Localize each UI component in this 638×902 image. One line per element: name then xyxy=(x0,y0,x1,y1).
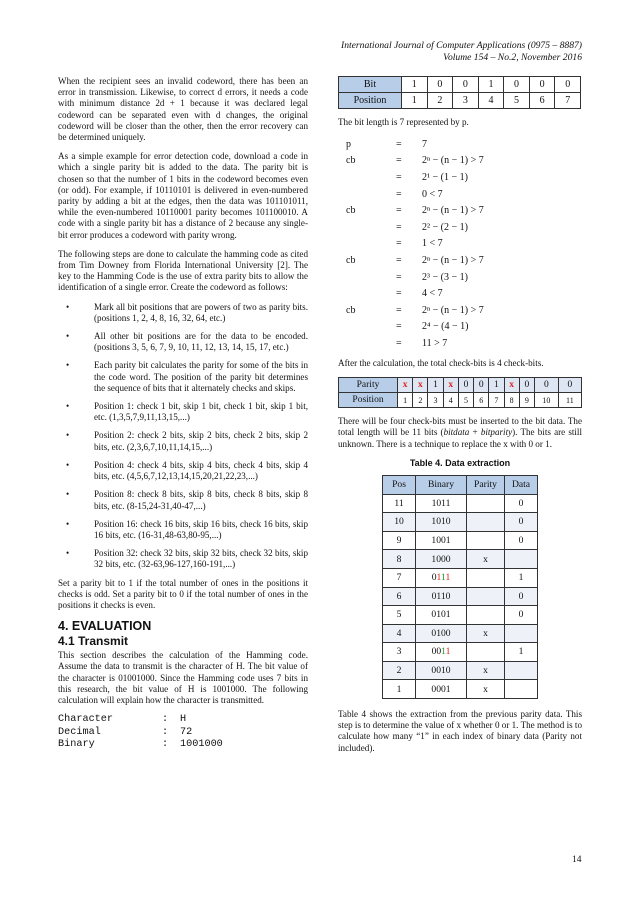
table-cell xyxy=(467,531,505,550)
bit-position-table xyxy=(338,76,581,109)
table-row xyxy=(383,661,538,680)
table-cell: 10 xyxy=(534,393,558,408)
paragraph-insert: There will be four check-bits must be inserted to the bit data. The total length will be 11 bits (bitdata + bitparity). The bits are still unknown. There is a technique to replace the x with 0 or 1. xyxy=(338,416,582,449)
table-cell xyxy=(505,624,538,643)
table-cell: 8 xyxy=(383,550,416,569)
equation-line xyxy=(338,269,582,286)
table-cell: 0 xyxy=(458,378,473,393)
table-cell: 2 xyxy=(413,393,428,408)
equation-operator: = xyxy=(396,205,402,217)
table-cell: x xyxy=(443,378,458,393)
table-cell: 5 xyxy=(383,606,416,625)
equation-rhs: 2ⁿ − (n − 1) > 7 xyxy=(422,205,484,217)
table-cell: 7 xyxy=(383,568,416,587)
equation-rhs: 2⁴ − (4 − 1) xyxy=(422,321,469,333)
code-line xyxy=(58,727,308,740)
list-item: • Position 1: check 1 bit, skip 1 bit, check 1 bit, skip 1 bit, etc. (1,3,5,7,9,11,13,15,...) xyxy=(58,401,308,423)
steps-list xyxy=(58,302,308,571)
code-value: 1001000 xyxy=(180,739,223,751)
table-row xyxy=(383,587,538,606)
table-row xyxy=(339,77,581,93)
table-cell: 0110 xyxy=(416,587,467,606)
list-item: • Position 4: check 4 bits, skip 4 bits, check 4 bits, skip 4 bits, etc. (4,5,6,7,12,13,14,15,20,21,22,23,...) xyxy=(58,460,308,482)
table-cell: 0011 xyxy=(416,643,467,662)
table-cell: 1 xyxy=(489,378,504,393)
journal-title: International Journal of Computer Applications (0975 – 8887) xyxy=(341,40,582,51)
table-cell: 0 xyxy=(529,77,555,93)
code-line xyxy=(58,714,308,727)
equation-lhs: cb xyxy=(346,304,356,316)
table-cell: 5 xyxy=(458,393,473,408)
table-cell: 1 xyxy=(398,393,413,408)
table4-caption: Table 4. Data extraction xyxy=(409,457,511,468)
code-value: 72 xyxy=(180,726,193,738)
checkbit-equations xyxy=(338,136,582,352)
table-cell xyxy=(467,606,505,625)
equation-operator: = xyxy=(396,221,402,233)
table-row xyxy=(383,568,538,587)
equation-rhs: 11 > 7 xyxy=(422,338,448,350)
table-cell: 2 xyxy=(383,661,416,680)
equation-operator: = xyxy=(396,155,402,167)
table-cell xyxy=(467,643,505,662)
table-cell xyxy=(467,568,505,587)
section-title: 4. EVALUATION xyxy=(58,619,152,634)
table-cell xyxy=(505,680,538,699)
page-number: 14 xyxy=(572,855,582,865)
equation-line xyxy=(338,252,582,269)
column-header: Pos xyxy=(383,475,416,494)
table-cell xyxy=(467,494,505,513)
equation-line xyxy=(338,319,582,336)
equation-rhs: 2ⁿ − (n − 1) > 7 xyxy=(422,304,484,316)
equation-rhs: 4 < 7 xyxy=(422,288,443,300)
list-item: • Position 32: check 32 bits, skip 32 bits, check 32 bits, skip 32 bits, etc. (32-63,96-127,160-191,...) xyxy=(58,548,308,570)
equation-lhs: cb xyxy=(346,255,356,267)
table-row xyxy=(383,643,538,662)
table-cell: x xyxy=(413,378,428,393)
list-item: • Position 16: check 16 bits, skip 16 bits, check 16 bits, skip 16 bits, etc. (16-31,48-63,80-95,...) xyxy=(58,519,308,541)
table-cell: 1 xyxy=(478,77,504,93)
table-cell xyxy=(467,587,505,606)
equation-line xyxy=(338,302,582,319)
table-cell: 9 xyxy=(383,531,416,550)
table-cell: 1 xyxy=(505,568,538,587)
paragraph-steps-intro: The following steps are done to calculate the hamming code as cited from Tim Downey from Florida International University [2]. The key to the Hamming Code is the use of extra parity bits to allow the identification of a single error. Create the codeword as follows: xyxy=(58,248,308,293)
table-cell: 2 xyxy=(427,93,453,109)
subsection-title: 4.1 Transmit xyxy=(58,634,129,649)
left-column xyxy=(58,76,308,752)
equation-operator: = xyxy=(396,304,402,316)
code-line xyxy=(58,739,308,752)
paragraph-table4: Table 4 shows the extraction from the previous parity data. This step is to determine the value of x whether 0 or 1. The method is to calculate how many “1” in each index of binary data (Parity not included). xyxy=(338,709,582,753)
equation-rhs: 2³ − (3 − 1) xyxy=(422,271,468,283)
list-item: • Position 8: check 8 bits, skip 8 bits, check 8 bits, skip 8 bits, etc. (8-15,24-31,40-47,...) xyxy=(58,489,308,511)
table-cell: x xyxy=(398,378,413,393)
table-cell: 3 xyxy=(428,393,443,408)
equation-rhs: 2ⁿ − (n − 1) > 7 xyxy=(422,255,484,267)
equation-line xyxy=(338,186,582,203)
table-cell: 0100 xyxy=(416,624,467,643)
table-row xyxy=(383,494,538,513)
table-cell: 1010 xyxy=(416,513,467,532)
table-cell: 0 xyxy=(555,77,581,93)
journal-volume: Volume 154 – No.2, November 2016 xyxy=(443,52,582,63)
paragraph-parity-example: As a simple example for error detection code, download a code in which a single parity bit is added to the data. The parity bit is chosen so that the number of 1 bits in the codeword becomes even (or odd). For example, if 10110101 is delivered in even-numbered parity by adding a bit at the edges, then the data was 101101011, while the even-numbered 10110001 parity becomes 101100010. A code with a single parity bit has a distance of 2 because any single-bit error produces a codeword with parity wrong. xyxy=(58,151,308,240)
equation-rhs: 1 < 7 xyxy=(422,238,443,250)
table-row xyxy=(339,93,581,109)
code-sep: : xyxy=(162,714,169,726)
table-cell: 0010 xyxy=(416,661,467,680)
equation-operator: = xyxy=(396,271,402,283)
equation-lhs: cb xyxy=(346,205,356,217)
row-header: Position xyxy=(339,393,398,408)
column-header: Data xyxy=(505,475,538,494)
equation-operator: = xyxy=(396,321,402,333)
table-cell: 10 xyxy=(383,513,416,532)
table-cell: 0 xyxy=(504,77,530,93)
list-item: • Position 2: check 2 bits, skip 2 bits, check 2 bits, skip 2 bits, etc. (2,3,6,7,10,11,14,15,...) xyxy=(58,430,308,452)
table-row xyxy=(339,378,582,393)
table-cell: 1000 xyxy=(416,550,467,569)
bitlen-text: The bit length is 7 represented by p. xyxy=(338,117,469,127)
list-item: • All other bit positions are for the data to be encoded. (positions 3, 5, 6, 7, 9, 10, 11, 12, 13, 14, 15, 17, etc.) xyxy=(58,331,308,353)
table-cell: x xyxy=(467,680,505,699)
equation-rhs: 2ⁿ − (n − 1) > 7 xyxy=(422,155,484,167)
equation-line xyxy=(338,169,582,186)
paragraph-transmit: This section describes the calculation of the Hamming code. Assume the data to transmit is the character of H. The bit value of the character is 01001000. Since the Hamming code uses 7 bits in this research, the bit value of H is 1001000. The following calculation will explain how the character is transmitted. xyxy=(58,650,308,705)
table-row xyxy=(383,513,538,532)
equation-line xyxy=(338,136,582,153)
table-row xyxy=(383,624,538,643)
table-cell: 5 xyxy=(504,93,530,109)
table-cell: x xyxy=(504,378,519,393)
table-cell: 0 xyxy=(505,606,538,625)
equation-line xyxy=(338,153,582,170)
equation-rhs: 2¹ − (1 − 1) xyxy=(422,172,468,184)
equation-operator: = xyxy=(396,338,402,350)
table-row xyxy=(383,680,538,699)
table-cell: 0 xyxy=(534,378,558,393)
journal-header xyxy=(341,40,582,64)
code-value: H xyxy=(180,714,187,726)
table-cell: 1 xyxy=(505,643,538,662)
table-row xyxy=(383,531,538,550)
table-cell xyxy=(467,513,505,532)
list-item: • Mark all bit positions that are powers of two as parity bits. (positions 1, 2, 4, 8, 16, 32, 64, etc.) xyxy=(58,302,308,324)
equation-operator: = xyxy=(396,172,402,184)
equation-line xyxy=(338,286,582,303)
data-extraction-table xyxy=(382,475,538,699)
row-header: Position xyxy=(339,93,402,109)
equation-operator: = xyxy=(396,238,402,250)
code-sep: : xyxy=(162,726,169,738)
after-calc-text: After the calculation, the total check-bits is 4 check-bits. xyxy=(338,357,544,368)
table-cell: 0111 xyxy=(416,568,467,587)
code-block xyxy=(58,714,308,752)
table-cell: 1 xyxy=(383,680,416,699)
table-cell: x xyxy=(467,624,505,643)
table-row xyxy=(383,606,538,625)
table-cell: 11 xyxy=(558,393,581,408)
equation-lhs: cb xyxy=(346,155,356,167)
table-cell: 0 xyxy=(558,378,581,393)
list-item: • Each parity bit calculates the parity for some of the bits in the code word. The position of the parity bit determines the sequence of bits that it alternately checks and skips. xyxy=(58,360,308,394)
table-header-row xyxy=(383,475,538,494)
table-cell: 9 xyxy=(519,393,534,408)
table-cell: 0 xyxy=(505,513,538,532)
table-cell: 4 xyxy=(478,93,504,109)
table-cell: 7 xyxy=(489,393,504,408)
table-cell: 11 xyxy=(383,494,416,513)
equation-line xyxy=(338,236,582,253)
right-column xyxy=(338,76,582,762)
table-row xyxy=(339,393,582,408)
equation-operator: = xyxy=(396,288,402,300)
table-cell: 0 xyxy=(505,531,538,550)
equation-line xyxy=(338,219,582,236)
table-cell: 6 xyxy=(474,393,489,408)
table-row xyxy=(383,550,538,569)
column-header: Binary xyxy=(416,475,467,494)
table-cell: 1011 xyxy=(416,494,467,513)
paragraph-parity-rule: Set a parity bit to 1 if the total number of ones in the positions it checks is odd. Set a parity bit to 0 if the total number of ones in the positions it checks is even. xyxy=(58,577,308,610)
equation-line xyxy=(338,335,582,352)
equation-rhs: 2² − (2 − 1) xyxy=(422,221,468,233)
table-cell: 0 xyxy=(519,378,534,393)
table-cell: 4 xyxy=(443,393,458,408)
row-header: Bit xyxy=(339,77,402,93)
table-cell: 0001 xyxy=(416,680,467,699)
table-cell: 0 xyxy=(427,77,453,93)
row-header: Parity xyxy=(339,378,398,393)
equation-operator: = xyxy=(396,138,402,150)
table-cell: 0 xyxy=(474,378,489,393)
code-key: Decimal xyxy=(58,726,101,738)
table-cell: 7 xyxy=(555,93,581,109)
table-cell: 0101 xyxy=(416,606,467,625)
column-header: Parity xyxy=(467,475,505,494)
table-cell xyxy=(505,550,538,569)
table-cell: 4 xyxy=(383,624,416,643)
parity-position-table xyxy=(338,377,582,408)
paragraph-recovery: When the recipient sees an invalid codeword, there has been an error in transmission. Likewise, to correct d errors, it needs a code with minimum distance 2d + 1 because it was declared legal codeword can be separated even with d changes, the original codeword will be closer than the other, then the error recovery can be determined uniquely. xyxy=(58,76,308,143)
table-cell: 0 xyxy=(453,77,479,93)
table-cell: 0 xyxy=(505,494,538,513)
table-cell: x xyxy=(467,661,505,680)
table-cell: 6 xyxy=(383,587,416,606)
table-cell: 6 xyxy=(529,93,555,109)
table-cell: 1 xyxy=(402,77,428,93)
table-cell: 0 xyxy=(505,587,538,606)
table-cell: 1001 xyxy=(416,531,467,550)
table-cell: 3 xyxy=(383,643,416,662)
table-cell: 1 xyxy=(402,93,428,109)
code-sep: : xyxy=(162,739,169,751)
equation-rhs: 0 < 7 xyxy=(422,188,443,200)
table-cell: 1 xyxy=(428,378,443,393)
table-cell: 3 xyxy=(453,93,479,109)
table-cell: 8 xyxy=(504,393,519,408)
table-cell xyxy=(505,661,538,680)
code-key: Character xyxy=(58,714,114,726)
equation-line xyxy=(338,203,582,220)
code-key: Binary xyxy=(58,739,95,751)
equation-operator: = xyxy=(396,255,402,267)
table-cell: x xyxy=(467,550,505,569)
equation-rhs: 7 xyxy=(422,138,427,150)
equation-operator: = xyxy=(396,188,402,200)
equation-lhs: p xyxy=(346,138,351,150)
